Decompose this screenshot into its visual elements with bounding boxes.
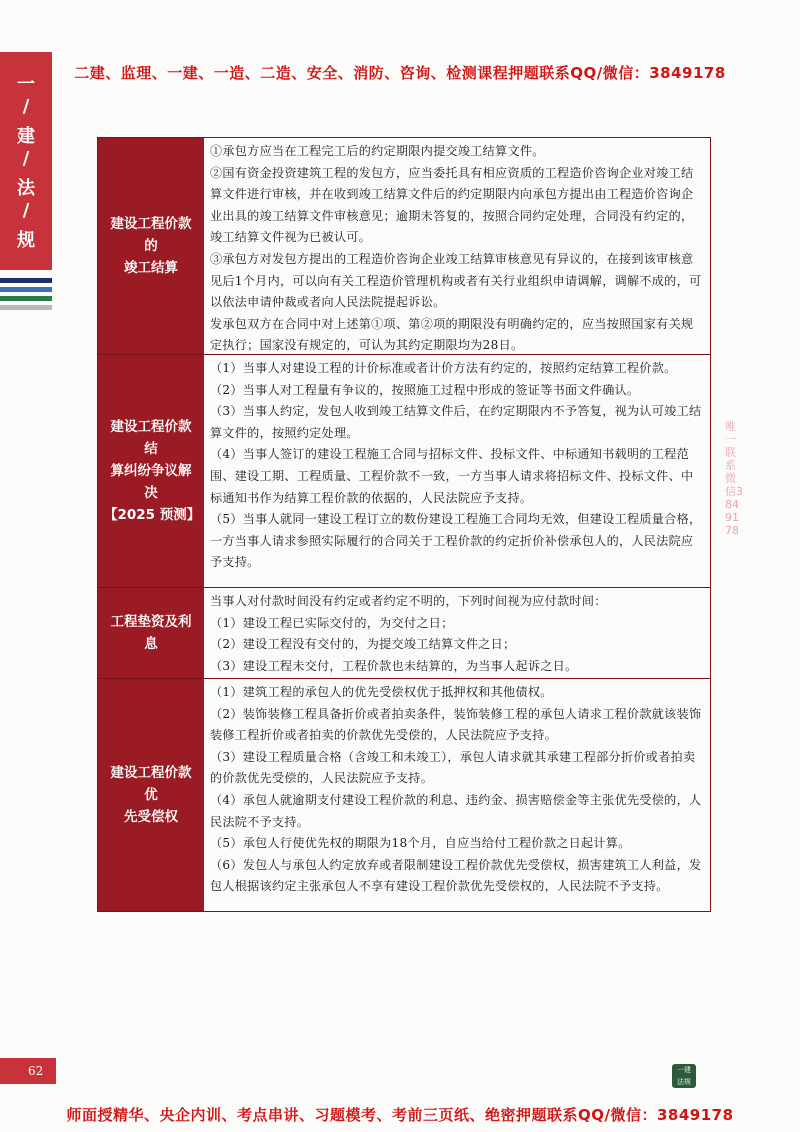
- heading-line: 工程垫资及利息: [110, 614, 192, 652]
- table-row: [98, 588, 710, 679]
- row-heading: [98, 138, 204, 354]
- heading-line: 建设工程价款的: [110, 216, 192, 254]
- logo-line: 法规: [677, 1078, 691, 1086]
- paragraph: ③承包方对发包方提出的工程造价咨询企业竣工结算审核意见有异议的，在接到该审核意见后1个月内，可以向有关工程造价管理机构或者有关行业组织申请调解，调解不成的，可以依法申请仲裁或者向人民法院提起诉讼。: [210, 251, 702, 310]
- paragraph: （4）承包人就逾期支付建设工程价款的利息、违约金、损害赔偿金等主张优先受偿的，人民法院不予支持。: [210, 792, 702, 829]
- heading-line: 建设工程价款优: [110, 765, 192, 803]
- heading-line: 【2025 预测】: [104, 507, 201, 523]
- heading-line: 先受偿权: [124, 809, 178, 825]
- row-heading: [98, 355, 204, 587]
- paragraph: 发承包双方在合同中对上述第①项、第②项的期限没有明确约定的，应当按照国家有关规定执行；国家没有规定的，可认为其约定期限均为28日。: [210, 316, 694, 353]
- table-row: [98, 355, 710, 588]
- paragraph: （4）当事人签订的建设工程施工合同与招标文件、投标文件、中标通知书载明的工程范围、建设工期、工程质量、工程价款不一致，一方当事人请求将招标文件、投标文件、中标通知书作为结算工程价款的依据的，人民法院应予支持。: [210, 447, 694, 505]
- logo-line: 一建: [677, 1066, 691, 1074]
- bottom-ad-banner: 师面授精华、央企内训、考点串讲、习题模考、考前三页纸、绝密押题联系QQ/微信：3849178: [66, 1106, 734, 1124]
- chapter-side-tab: [0, 52, 52, 270]
- heading-line: 算纠纷争议解决: [110, 463, 192, 501]
- row-heading: [98, 588, 204, 678]
- top-ad-banner: 二建、监理、一建、一造、二造、安全、消防、咨询、检测课程押题联系QQ/微信：3849178: [74, 64, 726, 82]
- table-row: [98, 679, 710, 911]
- side-tab-char: 法: [17, 178, 35, 199]
- paragraph: （2）建设工程没有交付的，为提交竣工结算文件之日；: [210, 637, 516, 652]
- paragraph: （3）建设工程质量合格（含竣工和未竣工），承包人请求就其承建工程部分折价或者拍卖的价款优先受偿的，人民法院应予支持。: [210, 749, 696, 786]
- side-tab-char: /: [22, 96, 30, 117]
- stripe: [0, 305, 52, 310]
- stripe: [0, 287, 52, 292]
- row-content: [204, 679, 710, 911]
- paragraph: （3）建设工程未交付，工程价款也未结算的，为当事人起诉之日。: [210, 658, 578, 673]
- paragraph: （6）发包人与承包人约定放弃或者限制建设工程价款优先受偿权，损害建筑工人利益，发包人根据该约定主张承包人不享有建设工程价款优先受偿权的，人民法院不予支持。: [210, 857, 702, 894]
- paragraph: （1）当事人对建设工程的计价标准或者计价方法有约定的，按照约定结算工程价款。: [210, 361, 677, 375]
- row-content: [204, 588, 710, 678]
- side-tab-char: 建: [17, 126, 35, 147]
- page-number: 62: [0, 1058, 56, 1084]
- row-heading: [98, 679, 204, 911]
- decorative-stripes: [0, 278, 52, 314]
- heading-line: 竣工结算: [124, 260, 178, 276]
- paragraph: ①承包方应当在工程完工后的约定期限内提交竣工结算文件。: [210, 144, 545, 158]
- paragraph: （2）当事人对工程量有争议的，按照施工过程中形成的签证等书面文件确认。: [210, 382, 640, 397]
- paragraph: （1）建设工程已实际交付的，为交付之日；: [210, 615, 454, 630]
- row-content: [204, 355, 710, 587]
- side-tab-char: /: [22, 200, 30, 221]
- stripe: [0, 278, 52, 283]
- paragraph: （5）承包人行使优先权的期限为18个月，自应当给付工程价款之日起计算。: [210, 836, 631, 851]
- paragraph: （3）当事人约定，发包人收到竣工结算文件后，在约定期限内不予答复，视为认可竣工结算文件的，按照约定处理。: [210, 404, 702, 440]
- paragraph: ②国有资金投资建筑工程的发包方，应当委托具有相应资质的工程造价咨询企业对竣工结算文件进行审核，并在收到竣工结算文件后的约定期限内向承包方提出由工程造价咨询企业出具的竣工结算文件审核意见；逾期未答复的，按照合同约定处理，合同没有约定的，竣工结算文件视为已被认可。: [210, 165, 694, 245]
- paragraph: （1）建筑工程的承包人的优先受偿权优于抵押权和其他债权。: [210, 685, 553, 699]
- book-logo-icon: [672, 1064, 696, 1088]
- table-row: [98, 138, 710, 355]
- row-content: [204, 138, 710, 354]
- content-table: [97, 137, 711, 912]
- paragraph: 当事人对付款时间没有约定或者约定不明的，下列时间视为应付款时间：: [210, 594, 607, 608]
- side-tab-char: 一: [17, 74, 35, 95]
- paragraph: （2）装饰装修工程具备折价或者拍卖条件，装饰装修工程的承包人请求工程价款就该装饰装修工程折价或者拍卖的价款优先受偿的，人民法院应予支持。: [210, 706, 702, 743]
- side-tab-char: 规: [17, 230, 35, 251]
- side-tab-char: /: [22, 148, 30, 169]
- heading-line: 建设工程价款结: [110, 419, 192, 457]
- contact-watermark: 唯一联系微信3849178: [725, 420, 743, 537]
- stripe: [0, 296, 52, 301]
- paragraph: （5）当事人就同一建设工程订立的数份建设工程施工合同均无效，但建设工程质量合格，一方当事人请求参照实际履行的合同关于工程价款的约定折价补偿承包人的，人民法院应予支持。: [210, 512, 702, 570]
